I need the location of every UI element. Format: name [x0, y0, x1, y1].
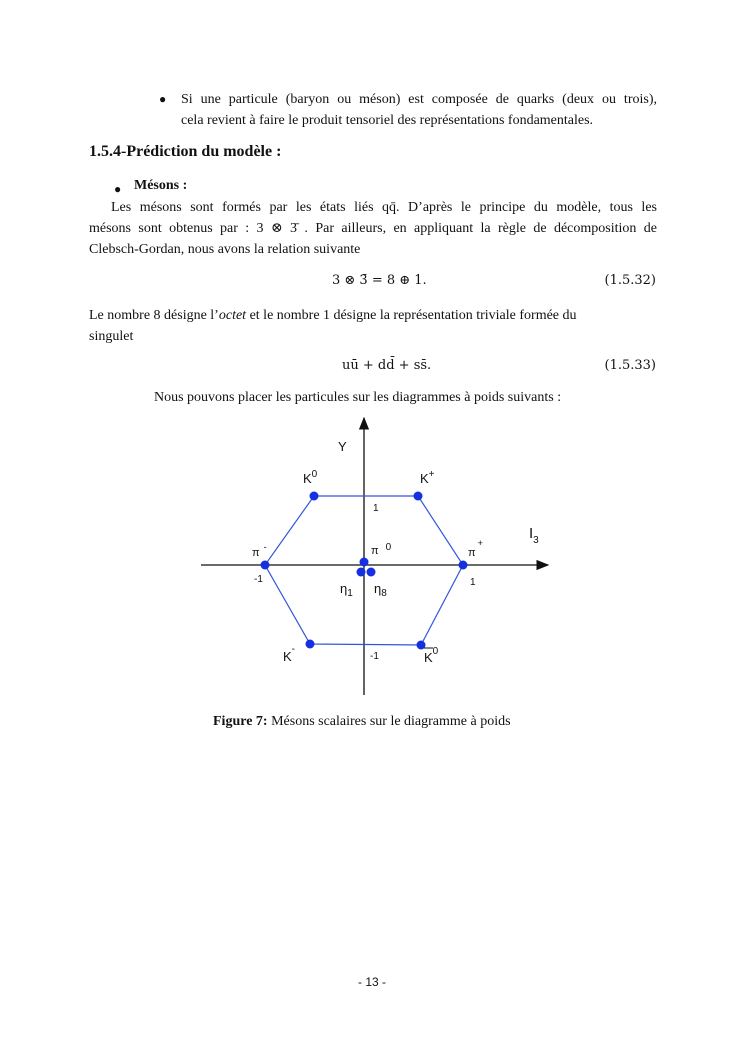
label-kminus-name: K	[283, 649, 292, 664]
figure-caption-text: Mésons scalaires sur le diagramme à poids	[267, 714, 511, 729]
intro-sentence: Nous pouvons placer les particules sur les diagrammes à poids suivants :	[154, 390, 562, 405]
octet-text-part2: et le nombre 1 désigne la représentation triviale formée du	[246, 308, 577, 323]
y-axis-label: Y	[338, 439, 347, 454]
mesons-line-2: mésons sont obtenus par : 3 ⊗ 3̄ . Par ailleurs, en appliquant la règle de décomposition de	[89, 221, 657, 236]
point-eta1	[357, 568, 366, 577]
x-axis-label-main: I	[529, 525, 534, 542]
label-eta8-name: η	[374, 581, 382, 596]
label-piminus-name: π	[252, 547, 260, 559]
label-k0bar-name: K	[424, 650, 433, 665]
octet-text-part1: Le nombre 8 désigne l’	[89, 308, 219, 323]
tick-x-1: 1	[470, 577, 476, 588]
equation-1: 3 ⊗ 3̄ = 8 ⊕ 1.	[332, 273, 427, 288]
bullet-line-1: Si une particule (baryon ou méson) est composée de quarks (deux ou trois),	[181, 92, 657, 107]
label-piplus-sup: +	[477, 538, 483, 548]
tick-x-m1: -1	[254, 574, 263, 585]
label-piminus-sup: -	[263, 542, 267, 552]
tick-y-m1: -1	[370, 651, 379, 662]
label-piplus-name: π	[468, 547, 476, 559]
label-kplus-name: K	[420, 471, 429, 486]
x-axis-label-sub: 3	[533, 535, 539, 546]
label-kplus-sup: +	[428, 469, 435, 480]
label-kminus	[283, 644, 295, 664]
mesons-label: Mésons :	[134, 178, 188, 193]
label-eta1	[340, 581, 353, 599]
mesons-line-1-text: Les mésons sont formés par les états liés qq̄. D’après le principe du modèle, tous les	[111, 200, 657, 215]
mesons-line-3: Clebsch-Gordan, nous avons la relation suivante	[89, 242, 361, 257]
equation-1-number: (1.5.32)	[604, 273, 656, 288]
label-k0-name: K	[303, 471, 312, 486]
equation-2: uū + dd̄ + ss̄.	[342, 358, 432, 373]
figure-caption	[213, 714, 511, 730]
label-piminus	[252, 542, 267, 559]
label-k0bar-sup: 0	[432, 646, 439, 657]
point-kplus	[414, 492, 423, 501]
tick-y-1: 1	[373, 503, 379, 514]
point-kminus	[306, 640, 315, 649]
label-pi0-name: π	[371, 545, 379, 557]
point-piplus	[459, 561, 468, 570]
label-k0bar	[424, 646, 439, 665]
point-eta8	[367, 568, 376, 577]
label-piplus	[468, 538, 483, 559]
point-pi0	[360, 558, 369, 567]
bullet-line-2: cela revient à faire le produit tensoriel des représentations fondamentales.	[181, 113, 594, 128]
equation-2-number: (1.5.33)	[604, 358, 656, 373]
octet-word: octet	[218, 308, 247, 323]
label-k0	[303, 469, 318, 486]
x-axis-label	[529, 525, 539, 546]
label-eta8	[374, 581, 387, 599]
label-eta1-name: η	[340, 581, 348, 596]
section-title: 1.5.4-Prédiction du modèle :	[89, 143, 282, 160]
label-k0-sup: 0	[311, 469, 318, 480]
label-kplus	[420, 469, 435, 486]
label-kminus-sup: -	[291, 644, 296, 655]
figure-caption-label: Figure 7:	[213, 714, 268, 729]
label-eta1-sub: 1	[347, 588, 353, 599]
page-number: - 13 -	[357, 975, 386, 989]
label-pi0-sup: 0	[385, 542, 392, 553]
label-pi0	[371, 542, 392, 557]
point-k0	[310, 492, 319, 501]
point-piminus	[261, 561, 270, 570]
bullet-dot: ●	[114, 182, 122, 196]
bullet-dot: ●	[159, 92, 167, 106]
octet-line-2: singulet	[89, 329, 134, 344]
label-eta8-sub: 8	[381, 588, 387, 599]
